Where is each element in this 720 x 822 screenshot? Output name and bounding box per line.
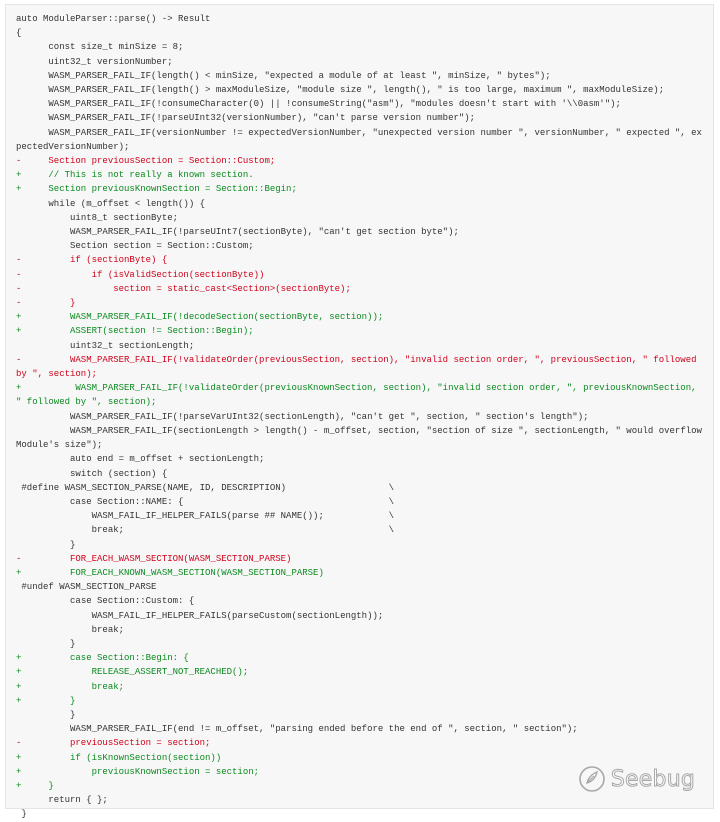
- added-line: + Section previousKnownSection = Section::Begin;: [16, 184, 297, 195]
- added-line: + if (isKnownSection(section)): [16, 752, 222, 763]
- code-line: break; \: [16, 525, 395, 536]
- added-line: + WASM_PARSER_FAIL_IF(!decodeSection(sectionByte, section));: [16, 312, 384, 323]
- code-line: WASM_PARSER_FAIL_IF(length() > maxModuleSize, "module size ", length(), " is too large, maximum ", maxModuleSize);: [16, 85, 665, 96]
- code-line: uint8_t sectionByte;: [16, 212, 179, 223]
- added-line: + previousKnownSection = section;: [16, 766, 260, 777]
- code-line: WASM_PARSER_FAIL_IF(versionNumber != expectedVersionNumber, "unexpected version number ", versionNumber, " expected ", expectedVersionNumber);: [16, 127, 702, 152]
- added-line: + // This is not really a known section.: [16, 170, 254, 181]
- code-line: WASM_PARSER_FAIL_IF(length() < minSize, "expected a module of at least ", minSize, " bytes");: [16, 70, 551, 81]
- added-line: + RELEASE_ASSERT_NOT_REACHED();: [16, 667, 249, 678]
- code-line: break;: [16, 624, 125, 635]
- code-line: WASM_PARSER_FAIL_IF(!parseVarUInt32(sectionLength), "can't get ", section, " section's length");: [16, 411, 589, 422]
- code-line: WASM_PARSER_FAIL_IF(!parseUInt32(versionNumber), "can't parse version number");: [16, 113, 476, 124]
- code-line: auto ModuleParser::parse() -> Result: [16, 14, 211, 24]
- removed-line: - }: [16, 298, 76, 309]
- removed-line: - Section previousSection = Section::Custom;: [16, 156, 276, 167]
- added-line: + FOR_EACH_KNOWN_WASM_SECTION(WASM_SECTION_PARSE): [16, 567, 324, 578]
- added-line: + }: [16, 695, 76, 706]
- code-line: while (m_offset < length()) {: [16, 198, 206, 209]
- watermark: [577, 764, 695, 794]
- added-line: + ASSERT(section != Section::Begin);: [16, 326, 254, 337]
- added-line: + }: [16, 780, 54, 791]
- code-block: [5, 4, 714, 820]
- added-line: + WASM_PARSER_FAIL_IF(!validateOrder(previousKnownSection, section), "invalid section order, ", previousKnownSection, " followed by ", section);: [16, 383, 702, 408]
- code-line: #undef WASM_SECTION_PARSE: [16, 582, 157, 593]
- removed-line: - if (sectionByte) {: [16, 255, 168, 266]
- code-line: WASM_PARSER_FAIL_IF(!consumeCharacter(0) || !consumeString("asm"), "modules doesn't start with '\\0asm'");: [16, 99, 621, 110]
- code-line: #define WASM_SECTION_PARSE(NAME, ID, DESCRIPTION) \: [16, 482, 395, 493]
- code-line: const size_t minSize = 8;: [16, 42, 184, 53]
- code-line: }: [16, 638, 76, 649]
- code-line: uint32_t versionNumber;: [16, 56, 173, 67]
- code-line: WASM_PARSER_FAIL_IF(sectionLength > length() - m_offset, section, "section of size ", sectionLength, " would overflow Module's size");: [16, 425, 708, 451]
- code-line: switch (section) {: [16, 468, 168, 479]
- removed-line: - FOR_EACH_WASM_SECTION(WASM_SECTION_PARSE): [16, 553, 292, 564]
- code-line: case Section::NAME: { \: [16, 496, 395, 507]
- removed-line: - previousSection = section;: [16, 738, 211, 749]
- code-line: auto end = m_offset + sectionLength;: [16, 454, 265, 465]
- code-line: }: [16, 809, 27, 820]
- code-line: Section section = Section::Custom;: [16, 241, 254, 252]
- code-line: }: [16, 709, 76, 720]
- added-line: + break;: [16, 681, 125, 692]
- removed-line: - section = static_cast<Section>(sectionByte);: [16, 283, 351, 294]
- code-line: WASM_FAIL_IF_HELPER_FAILS(parse ## NAME()); \: [16, 511, 395, 522]
- removed-line: - WASM_PARSER_FAIL_IF(!validateOrder(previousSection, section), "invalid section order, ", previousSection, " followed by ", section);: [16, 354, 702, 380]
- code-line: return { };: [16, 795, 108, 806]
- seebug-logo-icon: [577, 764, 607, 794]
- code-line: WASM_PARSER_FAIL_IF(end != m_offset, "parsing ended before the end of ", section, " section");: [16, 724, 578, 735]
- code-line: WASM_FAIL_IF_HELPER_FAILS(parseCustom(sectionLength));: [16, 610, 384, 621]
- code-listing: [16, 12, 706, 822]
- code-line: uint32_t sectionLength;: [16, 340, 195, 351]
- removed-line: - if (isValidSection(sectionByte)): [16, 269, 265, 280]
- code-line: WASM_PARSER_FAIL_IF(!parseUInt7(sectionByte), "can't get section byte");: [16, 227, 459, 238]
- code-line: case Section::Custom: {: [16, 596, 195, 607]
- watermark-text: Seebug: [610, 766, 695, 792]
- code-line: {: [16, 28, 22, 39]
- code-line: }: [16, 539, 76, 550]
- added-line: + case Section::Begin: {: [16, 653, 189, 664]
